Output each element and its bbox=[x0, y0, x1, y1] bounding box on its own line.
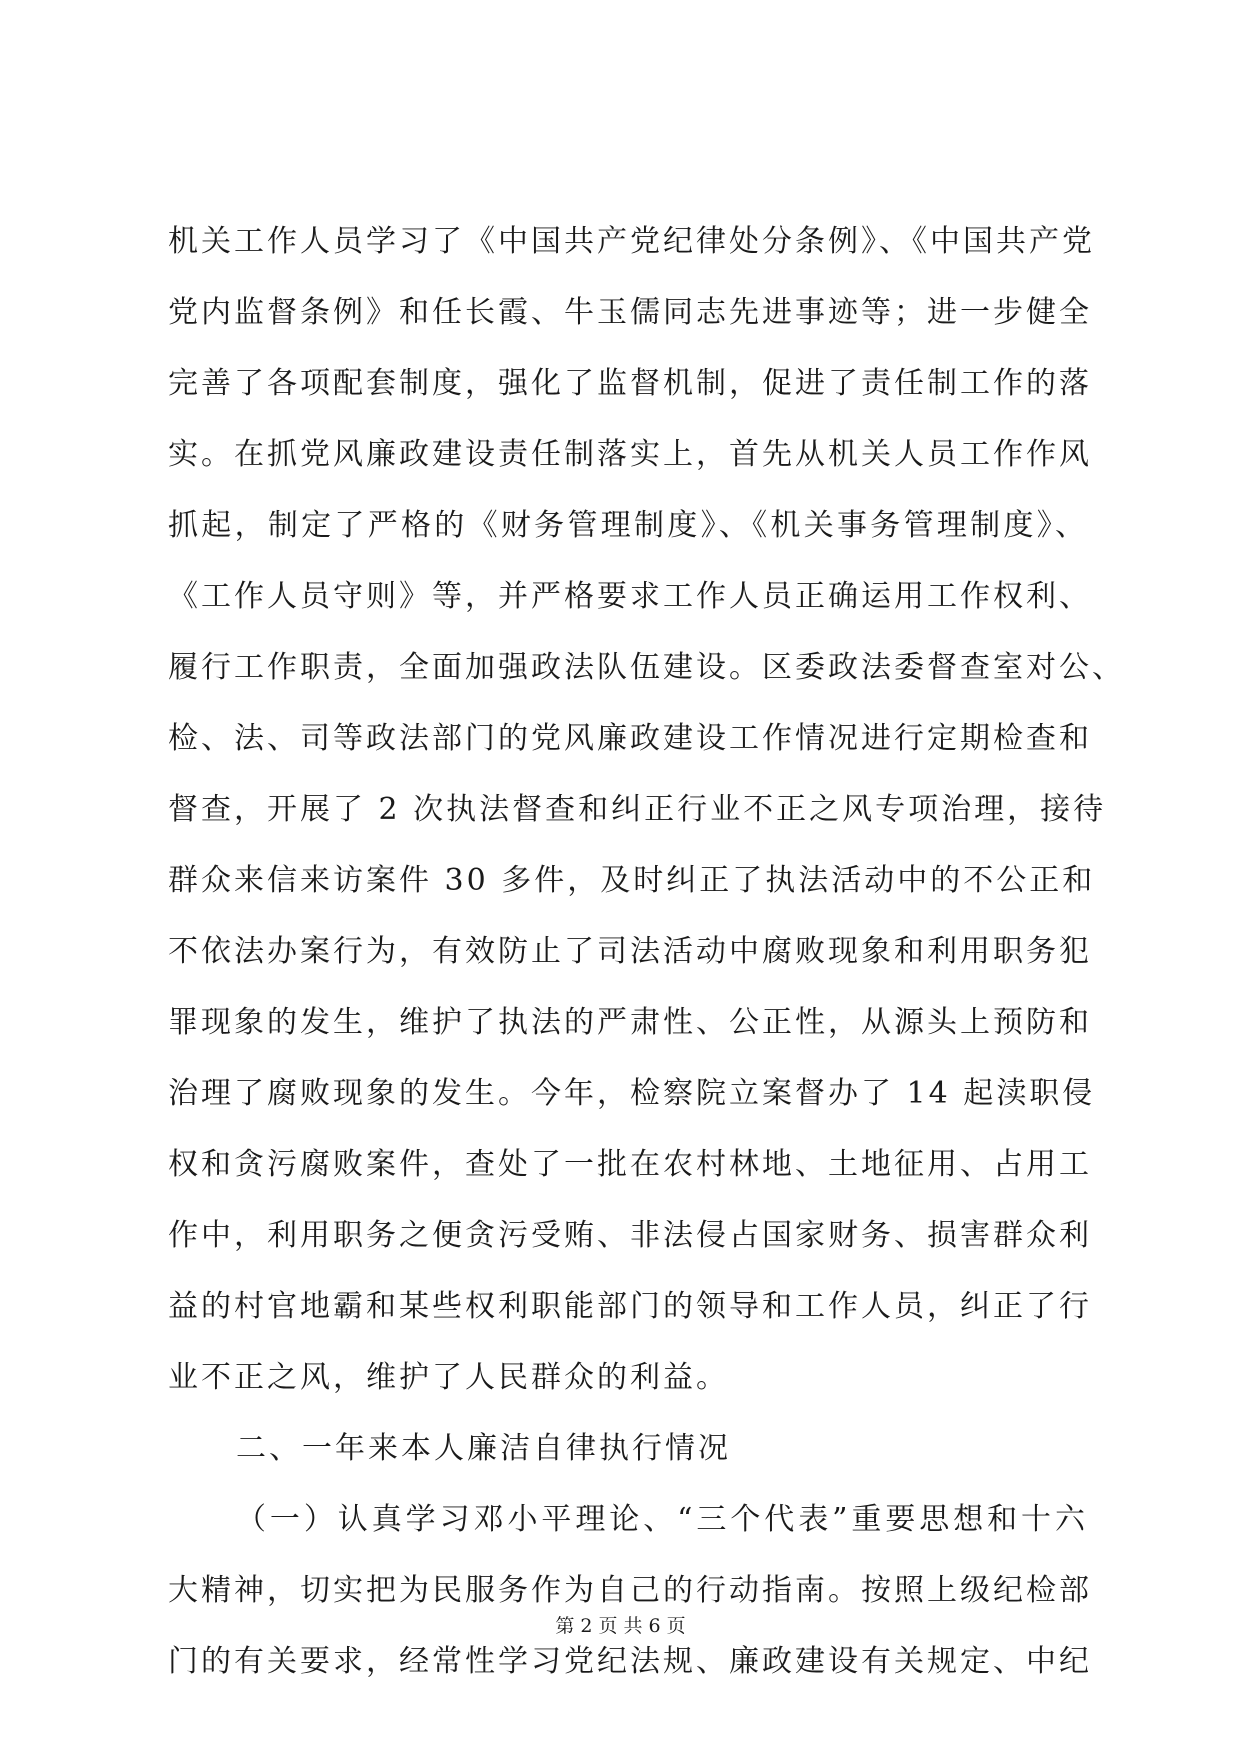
paragraph-line: 业不正之风，维护了人民群众的利益。 bbox=[168, 1360, 729, 1395]
paragraph-line: 作中，利用职务之便贪污受贿、非法侵占国家财务、损害群众利 bbox=[168, 1218, 1092, 1253]
paragraph-line: 《工作人员守则》等，并严格要求工作人员正确运用工作权利、 bbox=[168, 579, 1092, 614]
paragraph-line: 机关工作人员学习了《中国共产党纪律处分条例》、《中国共产党 bbox=[168, 224, 1095, 259]
subsection-line: （一）认真学习邓小平理论、“三个代表”重要思想和十六 bbox=[236, 1502, 1088, 1537]
paragraph-line: 检、法、司等政法部门的党风廉政建设工作情况进行定期检查和 bbox=[168, 721, 1092, 756]
paragraph-line: 履行工作职责，全面加强政法队伍建设。区委政法委督查室对公、 bbox=[168, 650, 1125, 685]
paragraph-line: 益的村官地霸和某些权利职能部门的领导和工作人员，纠正了行 bbox=[168, 1289, 1092, 1324]
paragraph-line: 权和贪污腐败案件，查处了一批在农村林地、土地征用、占用工 bbox=[168, 1147, 1092, 1182]
paragraph-line: 罪现象的发生，维护了执法的严肃性、公正性，从源头上预防和 bbox=[168, 1005, 1092, 1040]
page-number-footer: 第 2 页 共 6 页 bbox=[555, 1615, 686, 1637]
paragraph-line: 党内监督条例》和任长霞、牛玉儒同志先进事迹等；进一步健全 bbox=[168, 295, 1092, 330]
subsection-line: 大精神，切实把为民服务作为自己的行动指南。按照上级纪检部 bbox=[168, 1573, 1092, 1608]
paragraph-line: 抓起，制定了严格的《财务管理制度》、《机关事务管理制度》、 bbox=[168, 508, 1088, 543]
paragraph-line: 督查，开展了 2 次执法督查和纠正行业不正之风专项治理，接待 bbox=[168, 792, 1107, 827]
paragraph-line: 完善了各项配套制度，强化了监督机制，促进了责任制工作的落 bbox=[168, 366, 1092, 401]
document-body bbox=[168, 206, 1125, 1697]
paragraph-line: 实。在抓党风廉政建设责任制落实上，首先从机关人员工作作风 bbox=[168, 437, 1092, 472]
subsection-line: 门的有关要求，经常性学习党纪法规、廉政建设有关规定、中纪 bbox=[168, 1644, 1092, 1679]
paragraph-line: 治理了腐败现象的发生。今年，检察院立案督办了 14 起渎职侵 bbox=[168, 1076, 1096, 1111]
paragraph-line: 群众来信来访案件 30 多件，及时纠正了执法活动中的不公正和 bbox=[168, 863, 1096, 898]
paragraph-line: 不依法办案行为，有效防止了司法活动中腐败现象和利用职务犯 bbox=[168, 934, 1092, 969]
section-heading: 二、一年来本人廉洁自律执行情况 bbox=[236, 1431, 731, 1466]
